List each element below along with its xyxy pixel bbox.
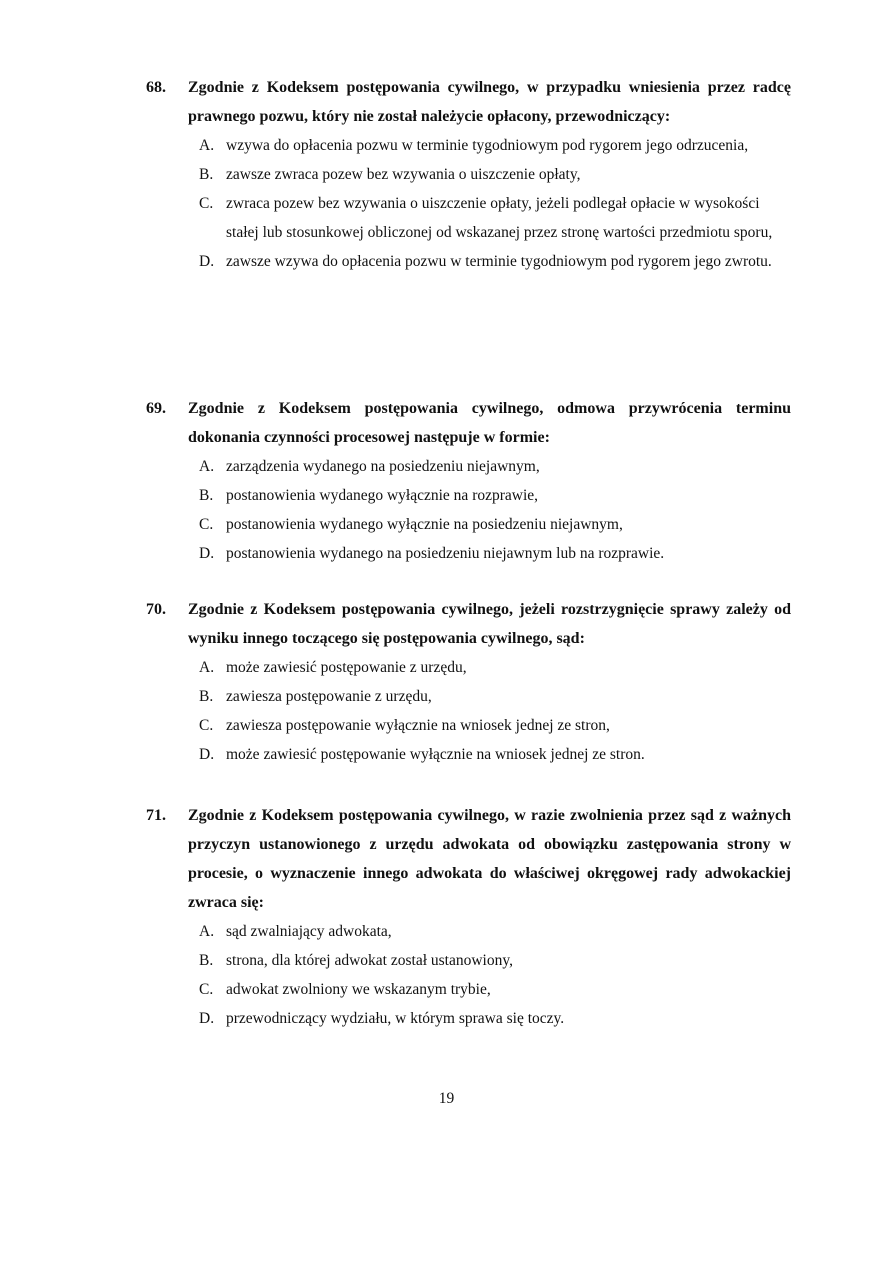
option-text: postanowienia wydanego wyłącznie na rozprawie,	[226, 487, 539, 504]
answer-option-d	[146, 247, 791, 276]
question-header	[146, 801, 791, 917]
option-text: strona, dla której adwokat został ustanowiony,	[226, 952, 513, 969]
option-letter: B.	[199, 487, 214, 504]
option-letter: D.	[199, 1010, 215, 1027]
option-text: może zawiesić postępowanie wyłącznie na wniosek jednej ze stron.	[226, 746, 645, 763]
answer-options	[146, 452, 791, 568]
option-letter: D.	[199, 253, 215, 270]
option-letter: B.	[199, 952, 214, 969]
option-letter: A.	[199, 458, 215, 475]
option-letter: C.	[199, 717, 214, 734]
question-71	[146, 801, 791, 1033]
option-text: zawsze wzywa do opłacenia pozwu w terminie tygodniowym pod rygorem jego zwrotu.	[226, 253, 772, 270]
option-letter: B.	[199, 166, 214, 183]
question-70	[146, 595, 791, 769]
answer-option-c	[146, 975, 791, 1004]
answer-option-a	[146, 131, 791, 160]
question-text: Zgodnie z Kodeksem postępowania cywilnego, w razie zwolnienia przez sąd z ważnych przyczyn ustanowionego z urzędu adwokata od obowiązku zastępowania strony w procesie, o wyznaczenie innego adwokata do właściwej okręgowej rady adwokackiej zwraca się:	[188, 807, 791, 911]
question-number: 71.	[146, 807, 166, 824]
answer-options	[146, 653, 791, 769]
answer-option-a	[146, 653, 791, 682]
question-68	[146, 73, 791, 276]
question-text: Zgodnie z Kodeksem postępowania cywilnego, jeżeli rozstrzygnięcie sprawy zależy od wyniku innego toczącego się postępowania cywilnego, sąd:	[188, 601, 791, 647]
answer-option-c	[146, 510, 791, 539]
answer-option-b	[146, 682, 791, 711]
question-69	[146, 394, 791, 568]
question-number: 70.	[146, 601, 166, 618]
answer-option-b	[146, 481, 791, 510]
option-letter: A.	[199, 659, 215, 676]
question-header	[146, 595, 791, 653]
answer-options	[146, 131, 791, 276]
option-text: zawsze zwraca pozew bez wzywania o uiszczenie opłaty,	[226, 166, 581, 183]
option-text: adwokat zwolniony we wskazanym trybie,	[226, 981, 491, 998]
option-text: postanowienia wydanego na posiedzeniu niejawnym lub na rozprawie.	[226, 545, 665, 562]
question-number: 68.	[146, 79, 166, 96]
page-number: 19	[438, 1090, 455, 1107]
question-number: 69.	[146, 400, 166, 417]
option-text: postanowienia wydanego wyłącznie na posiedzeniu niejawnym,	[226, 516, 623, 533]
answer-option-c	[146, 711, 791, 740]
question-text: Zgodnie z Kodeksem postępowania cywilnego, w przypadku wniesienia przez radcę prawnego pozwu, który nie został należycie opłacony, przewodniczący:	[188, 79, 791, 125]
option-text: może zawiesić postępowanie z urzędu,	[226, 659, 467, 676]
option-text: sąd zwalniający adwokata,	[226, 923, 392, 940]
option-text: przewodniczący wydziału, w którym sprawa się toczy.	[226, 1010, 565, 1027]
option-text: zarządzenia wydanego na posiedzeniu niejawnym,	[226, 458, 540, 475]
answer-option-b	[146, 160, 791, 189]
option-text: zawiesza postępowanie wyłącznie na wniosek jednej ze stron,	[226, 717, 610, 734]
answer-option-b	[146, 946, 791, 975]
answer-options	[146, 917, 791, 1033]
option-letter: B.	[199, 688, 214, 705]
option-letter: C.	[199, 195, 214, 212]
option-letter: C.	[199, 516, 214, 533]
option-text: zwraca pozew bez wzywania o uiszczenie opłaty, jeżeli podlegał opłacie w wysokości stałej lub stosunkowej obliczonej od wskazanej przez stronę wartości przedmiotu sporu,	[226, 195, 773, 241]
option-text: zawiesza postępowanie z urzędu,	[226, 688, 432, 705]
answer-option-d	[146, 1004, 791, 1033]
option-letter: A.	[199, 923, 215, 940]
question-header	[146, 394, 791, 452]
question-text: Zgodnie z Kodeksem postępowania cywilnego, odmowa przywrócenia terminu dokonania czynności procesowej następuje w formie:	[188, 400, 791, 446]
answer-option-c	[146, 189, 791, 247]
answer-option-d	[146, 740, 791, 769]
answer-option-a	[146, 452, 791, 481]
option-letter: C.	[199, 981, 214, 998]
option-letter: D.	[199, 746, 215, 763]
option-letter: D.	[199, 545, 215, 562]
option-text: wzywa do opłacenia pozwu w terminie tygodniowym pod rygorem jego odrzucenia,	[226, 137, 749, 154]
answer-option-a	[146, 917, 791, 946]
question-header	[146, 73, 791, 131]
option-letter: A.	[199, 137, 215, 154]
answer-option-d	[146, 539, 791, 568]
